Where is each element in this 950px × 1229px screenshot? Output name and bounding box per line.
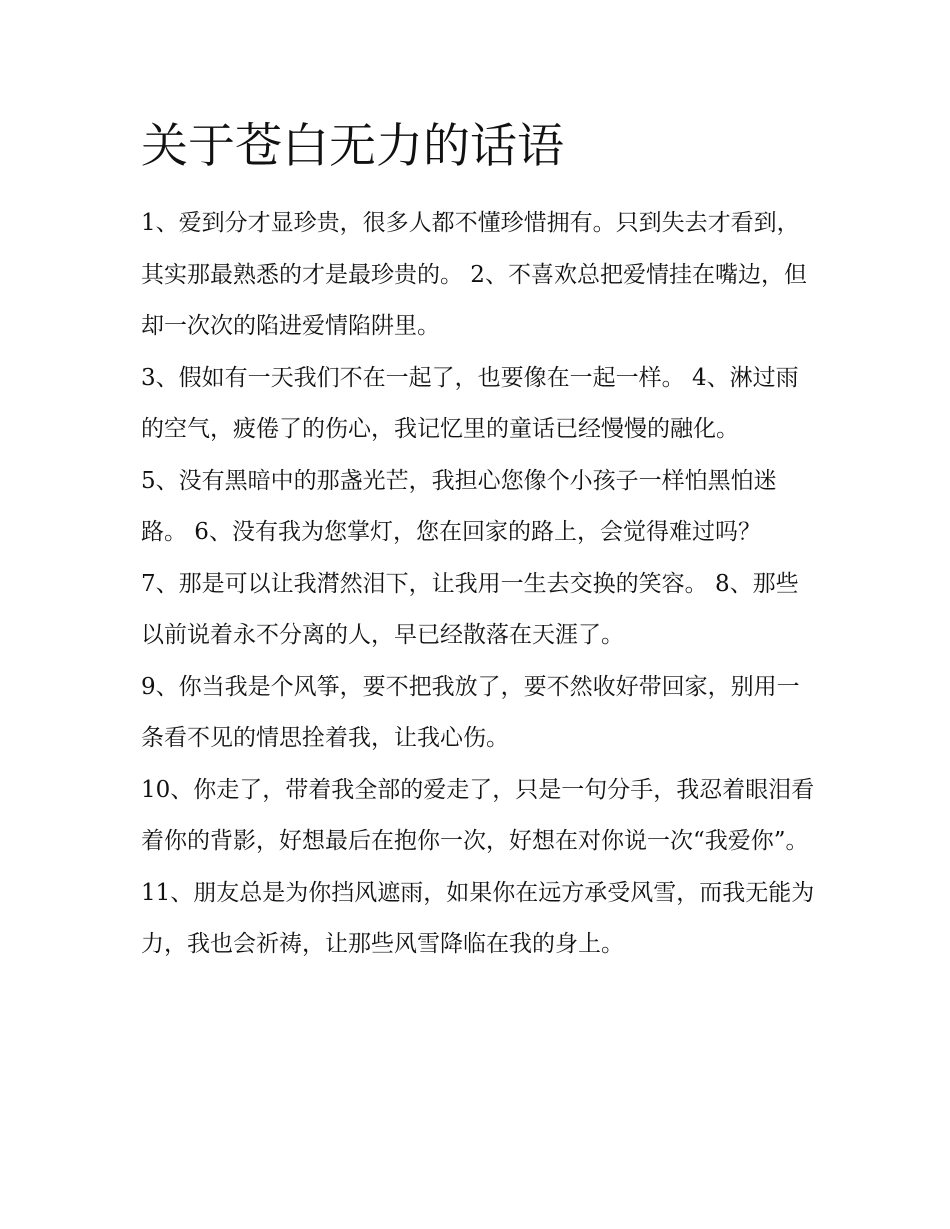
paragraph: 11、朋友总是为你挡风遮雨，如果你在远方承受风雪，而我无能为力，我也会祈祷，让那些风雪降临在我的身上。: [141, 879, 815, 957]
document-page: [141, 112, 821, 971]
paragraph: 5、没有黑暗中的那盏光芒，我担心您像个小孩子一样怕黑怕迷路。 6、没有我为您掌灯，您在回家的路上，会觉得难过吗？: [141, 467, 777, 545]
paragraph: 1、爱到分才显珍贵，很多人都不懂珍惜拥有。只到失去才看到，其实那最熟悉的才是最珍贵的。 2、不喜欢总把爱情挂在嘴边，但却一次次的陷进爱情陷阱里。: [141, 210, 807, 339]
paragraph: 7、那是可以让我潸然泪下，让我用一生去交换的笑容。 8、那些以前说着永不分离的人，早已经散落在天涯了。: [141, 570, 799, 648]
document-title: 关于苍白无力的话语: [141, 119, 564, 174]
paragraph: 3、假如有一天我们不在一起了，也要像在一起一样。 4、淋过雨的空气，疲倦了的伤心，我记忆里的童话已经慢慢的融化。: [141, 364, 799, 442]
paragraph: 9、你当我是个风筝，要不把我放了，要不然收好带回家，别用一条看不见的情思拴着我，让我心伤。: [141, 673, 800, 751]
paragraph: 10、你走了，带着我全部的爱走了，只是一句分手，我忍着眼泪看着你的背影，好想最后在抱你一次，好想在对你说一次“我爱你”。: [141, 776, 815, 854]
